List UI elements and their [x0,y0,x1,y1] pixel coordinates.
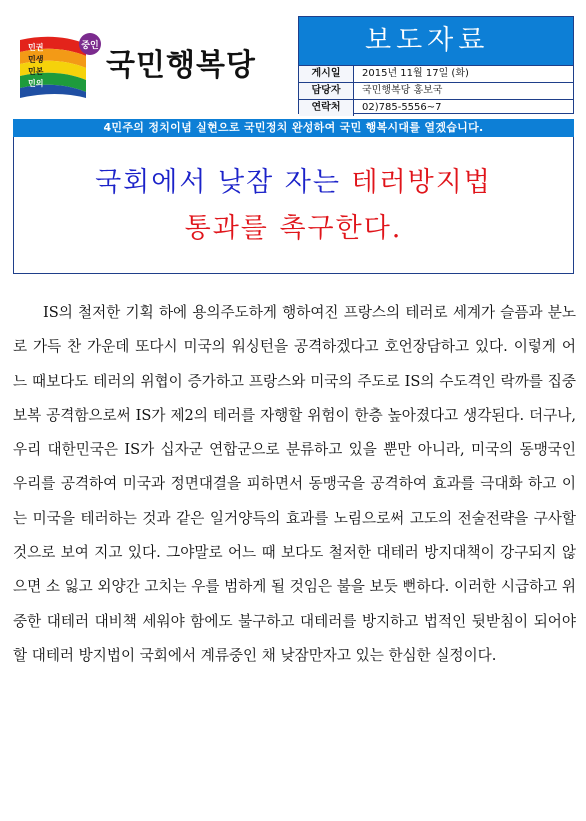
headline-red-text-2: 통과를 촉구한다. [184,213,403,244]
headline-line-1 [14,165,573,201]
headline-blue-text: 국회에서 낮잠 자는 [95,167,352,198]
emblem-word-3: 민본 [28,67,44,76]
meta-value-date: 2015년 11월 17일 (화) [362,68,469,79]
press-release-body [13,296,576,673]
emblem-word-4: 민의 [28,79,44,88]
party-name: 국민행복당 [106,48,256,83]
emblem-word-2: 민생 [28,55,44,64]
headline-red-text: 테러방지법 [351,167,492,198]
emblem-badge: 중인 [81,41,99,51]
press-release-header [298,16,574,114]
headline-box [13,137,574,274]
headline-line-2 [14,211,573,247]
meta-row-contact-person [299,83,573,100]
meta-value-contact-person: 국민행복당 홍보국 [362,85,443,96]
meta-row-date [299,66,573,83]
meta-label-date: 게시일 [299,66,354,82]
meta-row-phone [299,100,573,116]
slogan-bar: 4민주의 정치이념 실현으로 국민정치 완성하여 국민 행복시대를 열겠습니다. [13,119,574,137]
party-logo [16,30,296,100]
party-emblem-icon [16,30,104,100]
meta-label-contact-person: 담당자 [299,83,354,99]
meta-value-phone: 02)785-5556~7 [362,102,442,113]
press-release-title: 보도자료 [299,17,573,66]
emblem-word-1: 민권 [28,43,44,52]
meta-label-phone: 연락처 [299,100,354,116]
body-paragraph: IS의 철저한 기획 하에 용의주도하게 행하여진 프랑스의 테러로 세계가 슬픔과 분노로 가득 찬 가운데 또다시 미국의 워싱턴을 공격하겠다고 호언장담하고 있다. 이렇게 어느 때보다도 테러의 위협이 증가하고 프랑스와 미국의 주도로 IS의 수도격인 락까를 집중 보복 공격함으로써 IS가 제2의 테러를 자행할 위험이 한층 높아졌다고 생각된다. 더구나, 우리 대한민국은 IS가 십자군 연합군으로 분류하고 있을 뿐만 아니라, 미국의 동맹국인 우리를 공격하여 미국과 정면대결을 피하면서 동맹국을 공격하여 효과를 극대화 하고 이는 미국을 테러하는 것과 같은 일거양득의 효과를 노림으로써 고도의 전술전략을 구사할 것으로 보여 지고 있다. 그야말로 어느 때 보다도 철저한 대테러 방지대책이 강구되지 않으면 소 잃고 외양간 고치는 우를 범하게 될 것임은 불을 보듯 뻔하다. 이러한 시급하고 위중한 대테러 대비책 세워야 함에도 불구하고 대테러를 방지하고 법적인 뒷받침이 되어야할 대테러 방지법이 국회에서 계류중인 채 낮잠만자고 있는 한심한 실정이다. [13,304,577,664]
